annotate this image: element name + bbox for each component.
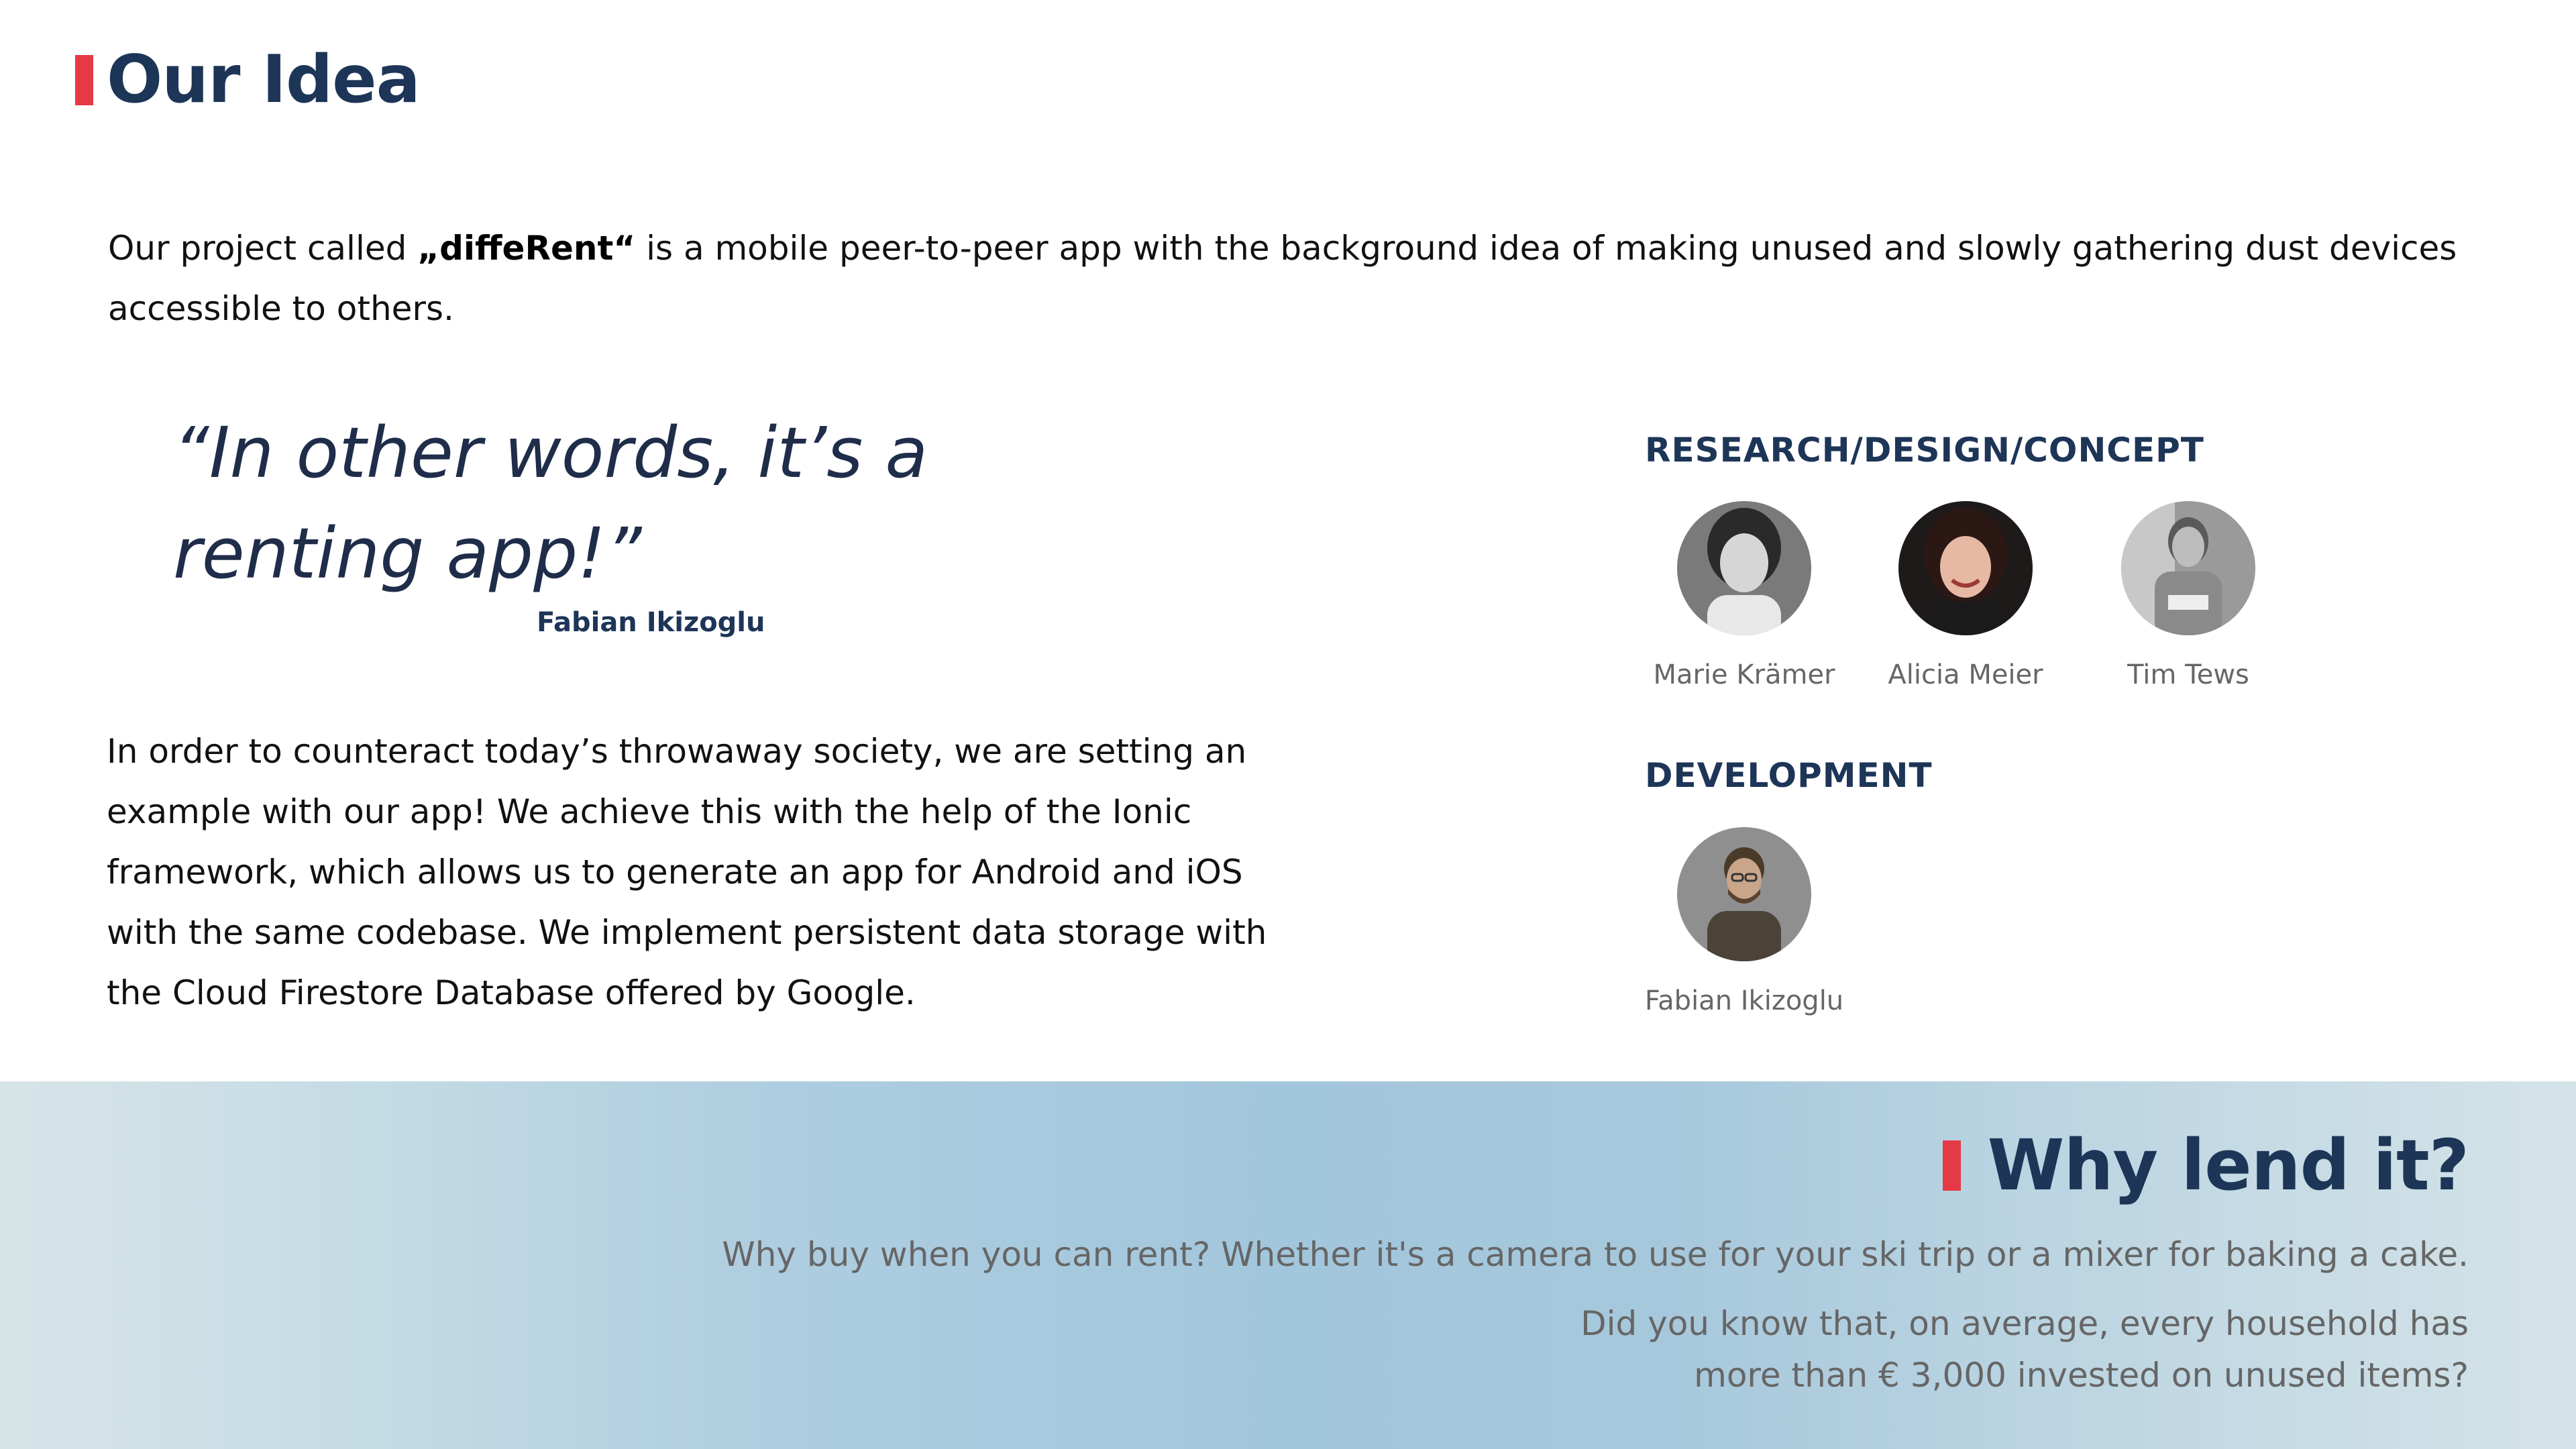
- pull-quote: “In other words, it’s a renting app!”: [173, 412, 928, 594]
- development-heading: DEVELOPMENT: [1645, 756, 1933, 795]
- avatar-photo: [1677, 501, 1811, 635]
- accent-bar: [75, 55, 93, 105]
- why-text-1: Why buy when you can rent? Whether it's a camera to use for your ski trip or a mixer for baking a cake.: [722, 1235, 2469, 1274]
- project-name: „diffeRent“: [417, 229, 636, 268]
- team-member: [1865, 501, 2066, 690]
- accent-bar: [1943, 1140, 1961, 1191]
- intro-paragraph: [108, 218, 2483, 339]
- avatar-photo: [2121, 501, 2255, 635]
- member-name: Alicia Meier: [1888, 659, 2043, 690]
- avatar-photo: [1898, 501, 2033, 635]
- why-title: Why lend it?: [1987, 1124, 2469, 1206]
- member-name: Tim Tews: [2127, 659, 2249, 690]
- page-title: Our Idea: [107, 42, 420, 118]
- quote-author: Fabian Ikizoglu: [537, 607, 765, 638]
- body-paragraph: In order to counteract today’s throwaway society, we are setting an example with our app! We achieve this with the help of the Ionic framework, which allows us to generate an app for Android and iOS with the same codebase. We implement persistent data storage with the Cloud Firestore Database offered by Google.: [107, 732, 1267, 1012]
- team-member: [1644, 827, 1845, 1016]
- member-name: Fabian Ikizoglu: [1644, 985, 1844, 1016]
- why-text-2: [1580, 1298, 2469, 1401]
- team-member: [2088, 501, 2289, 690]
- avatar-photo: [1677, 827, 1811, 961]
- why-text-2a: Did you know that, on average, every household has: [1580, 1304, 2469, 1343]
- member-name: Marie Krämer: [1653, 659, 1835, 690]
- intro-text-pre: Our project called: [108, 229, 418, 268]
- research-heading: RESEARCH/DESIGN/CONCEPT: [1645, 431, 2204, 470]
- intro-text-post: is a mobile peer-to-peer app with the background idea of making unused and slowly gathering dust devices accessible to others.: [108, 229, 2457, 328]
- why-text-2b: more than € 3,000 invested on unused items?: [1694, 1356, 2469, 1395]
- why-title-block: [1943, 1124, 2469, 1206]
- team-member: [1644, 501, 1845, 690]
- page-title-block: [75, 42, 420, 118]
